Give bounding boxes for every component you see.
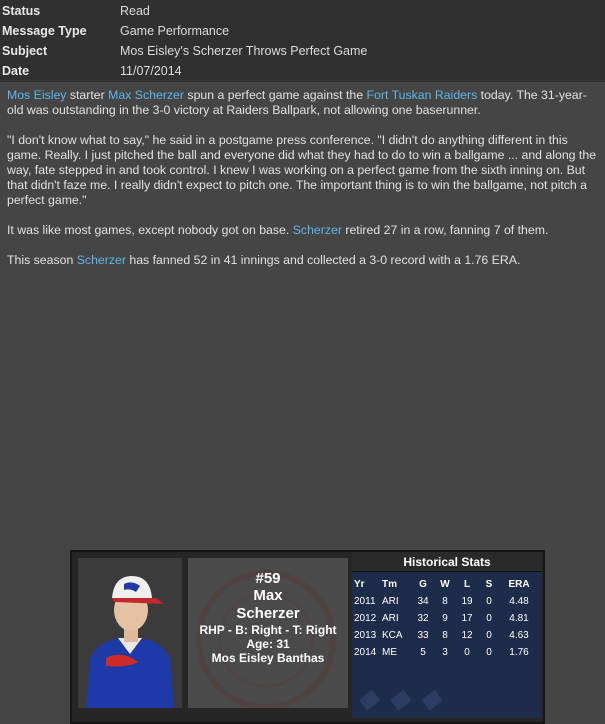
text-span: starter xyxy=(66,88,109,102)
paragraph-3 xyxy=(7,223,597,238)
message-header xyxy=(0,0,605,82)
player-first-name: Max xyxy=(253,587,283,604)
cell-g: 5 xyxy=(420,647,426,658)
cell-s: 0 xyxy=(486,596,492,607)
header-row-subject xyxy=(0,41,605,61)
cell-tm[interactable]: KCA xyxy=(382,630,403,641)
col-header-tm[interactable]: Tm xyxy=(382,579,397,590)
cell-yr: 2013 xyxy=(354,630,377,641)
cell-g: 34 xyxy=(417,596,429,607)
player-photo[interactable] xyxy=(78,558,182,708)
stats-table xyxy=(354,576,538,661)
player-team[interactable]: Mos Eisley Banthas xyxy=(211,651,325,665)
paragraph-2: "I don't know what to say," he said in a postgame press conference. "I didn't do anything different in this game. Really. I just pitched the ball and everyone did what they had to do to win a ballgame ... and along the way, fate stepped in and took control. I knew I was working on a perfect game from the sixth inning on. But that didn't faze me. I really didn't expect to pitch one. The important thing is to win the ballgame, not pitch a perfect game." xyxy=(7,133,597,207)
message-type-label: Message Type xyxy=(2,24,87,38)
date-label: Date xyxy=(2,64,30,78)
cell-w: 9 xyxy=(442,613,448,624)
message-type-value: Game Performance xyxy=(120,24,230,38)
player-position-line: RHP - B: Right - T: Right xyxy=(199,623,337,637)
table-row xyxy=(354,610,538,627)
paragraph-1 xyxy=(7,88,597,118)
cell-tm[interactable]: ARI xyxy=(382,596,399,607)
col-header-s[interactable]: S xyxy=(485,579,493,590)
cell-era: 4.81 xyxy=(509,613,529,624)
cell-w: 8 xyxy=(442,596,448,607)
subject-label: Subject xyxy=(2,44,48,58)
col-header-era[interactable]: ERA xyxy=(508,579,530,590)
player-info-panel xyxy=(188,558,348,708)
text-span: spun a perfect game against the xyxy=(184,88,367,102)
date-value: 11/07/2014 xyxy=(120,64,182,78)
cell-era: 4.63 xyxy=(509,630,529,641)
cell-g: 32 xyxy=(417,613,429,624)
stats-header-row xyxy=(354,576,538,593)
col-header-l[interactable]: L xyxy=(463,579,471,590)
player-number: #59 xyxy=(255,570,281,587)
stats-background-logo-icon: ◆ ◆ ◆ xyxy=(358,683,443,713)
status-value: Read xyxy=(120,4,150,18)
cell-l: 19 xyxy=(461,596,473,607)
text-span: It was like most games, except nobody got on base. xyxy=(7,223,293,237)
historical-stats-panel xyxy=(352,552,542,718)
player-portrait-icon xyxy=(78,558,182,708)
cell-l: 17 xyxy=(461,613,473,624)
cell-g: 33 xyxy=(417,630,429,641)
text-span: has fanned 52 in 41 innings and collected a 3-0 record with a 1.76 ERA. xyxy=(125,253,521,267)
cell-yr: 2011 xyxy=(354,596,376,607)
cell-tm[interactable]: ARI xyxy=(382,613,399,624)
message-body xyxy=(0,82,605,268)
cell-w: 3 xyxy=(442,647,448,658)
table-row xyxy=(354,644,538,661)
player-link[interactable]: Max Scherzer xyxy=(108,88,184,102)
header-row-date xyxy=(0,61,605,81)
player-link[interactable]: Scherzer xyxy=(292,223,342,237)
cell-era: 1.76 xyxy=(509,647,529,658)
subject-value: Mos Eisley's Scherzer Throws Perfect Game xyxy=(120,44,368,58)
cell-w: 8 xyxy=(442,630,448,641)
cell-s: 0 xyxy=(486,630,492,641)
cell-s: 0 xyxy=(486,647,492,658)
cell-s: 0 xyxy=(486,613,492,624)
table-row xyxy=(354,627,538,644)
team-link[interactable]: Mos Eisley xyxy=(7,88,67,102)
cell-era: 4.48 xyxy=(509,596,529,607)
text-span: retired 27 in a row, fanning 7 of them. xyxy=(341,223,549,237)
text-span: This season xyxy=(7,253,77,267)
text-span: today. The 31-year-old was outstanding in the 3-0 victory at Raiders Ballpark, not allowing one baserunner. xyxy=(7,88,587,117)
cell-tm[interactable]: ME xyxy=(382,647,397,658)
cell-l: 12 xyxy=(461,630,473,641)
table-row xyxy=(354,593,538,610)
col-header-yr[interactable]: Yr xyxy=(354,579,365,590)
col-header-g[interactable]: G xyxy=(419,579,427,590)
stats-title: Historical Stats xyxy=(352,552,542,572)
col-header-w[interactable]: W xyxy=(440,579,450,590)
header-row-message-type xyxy=(0,21,605,41)
header-row-status xyxy=(0,1,605,21)
cell-yr: 2012 xyxy=(354,613,377,624)
player-age: Age: 31 xyxy=(246,637,290,651)
player-link[interactable]: Scherzer xyxy=(76,253,126,267)
player-card xyxy=(70,550,545,724)
paragraph-4 xyxy=(7,253,597,268)
status-label: Status xyxy=(2,4,41,18)
opponent-link[interactable]: Fort Tuskan Raiders xyxy=(366,88,478,102)
cell-l: 0 xyxy=(464,647,470,658)
player-last-name: Scherzer xyxy=(236,605,300,622)
cell-yr: 2014 xyxy=(354,647,377,658)
